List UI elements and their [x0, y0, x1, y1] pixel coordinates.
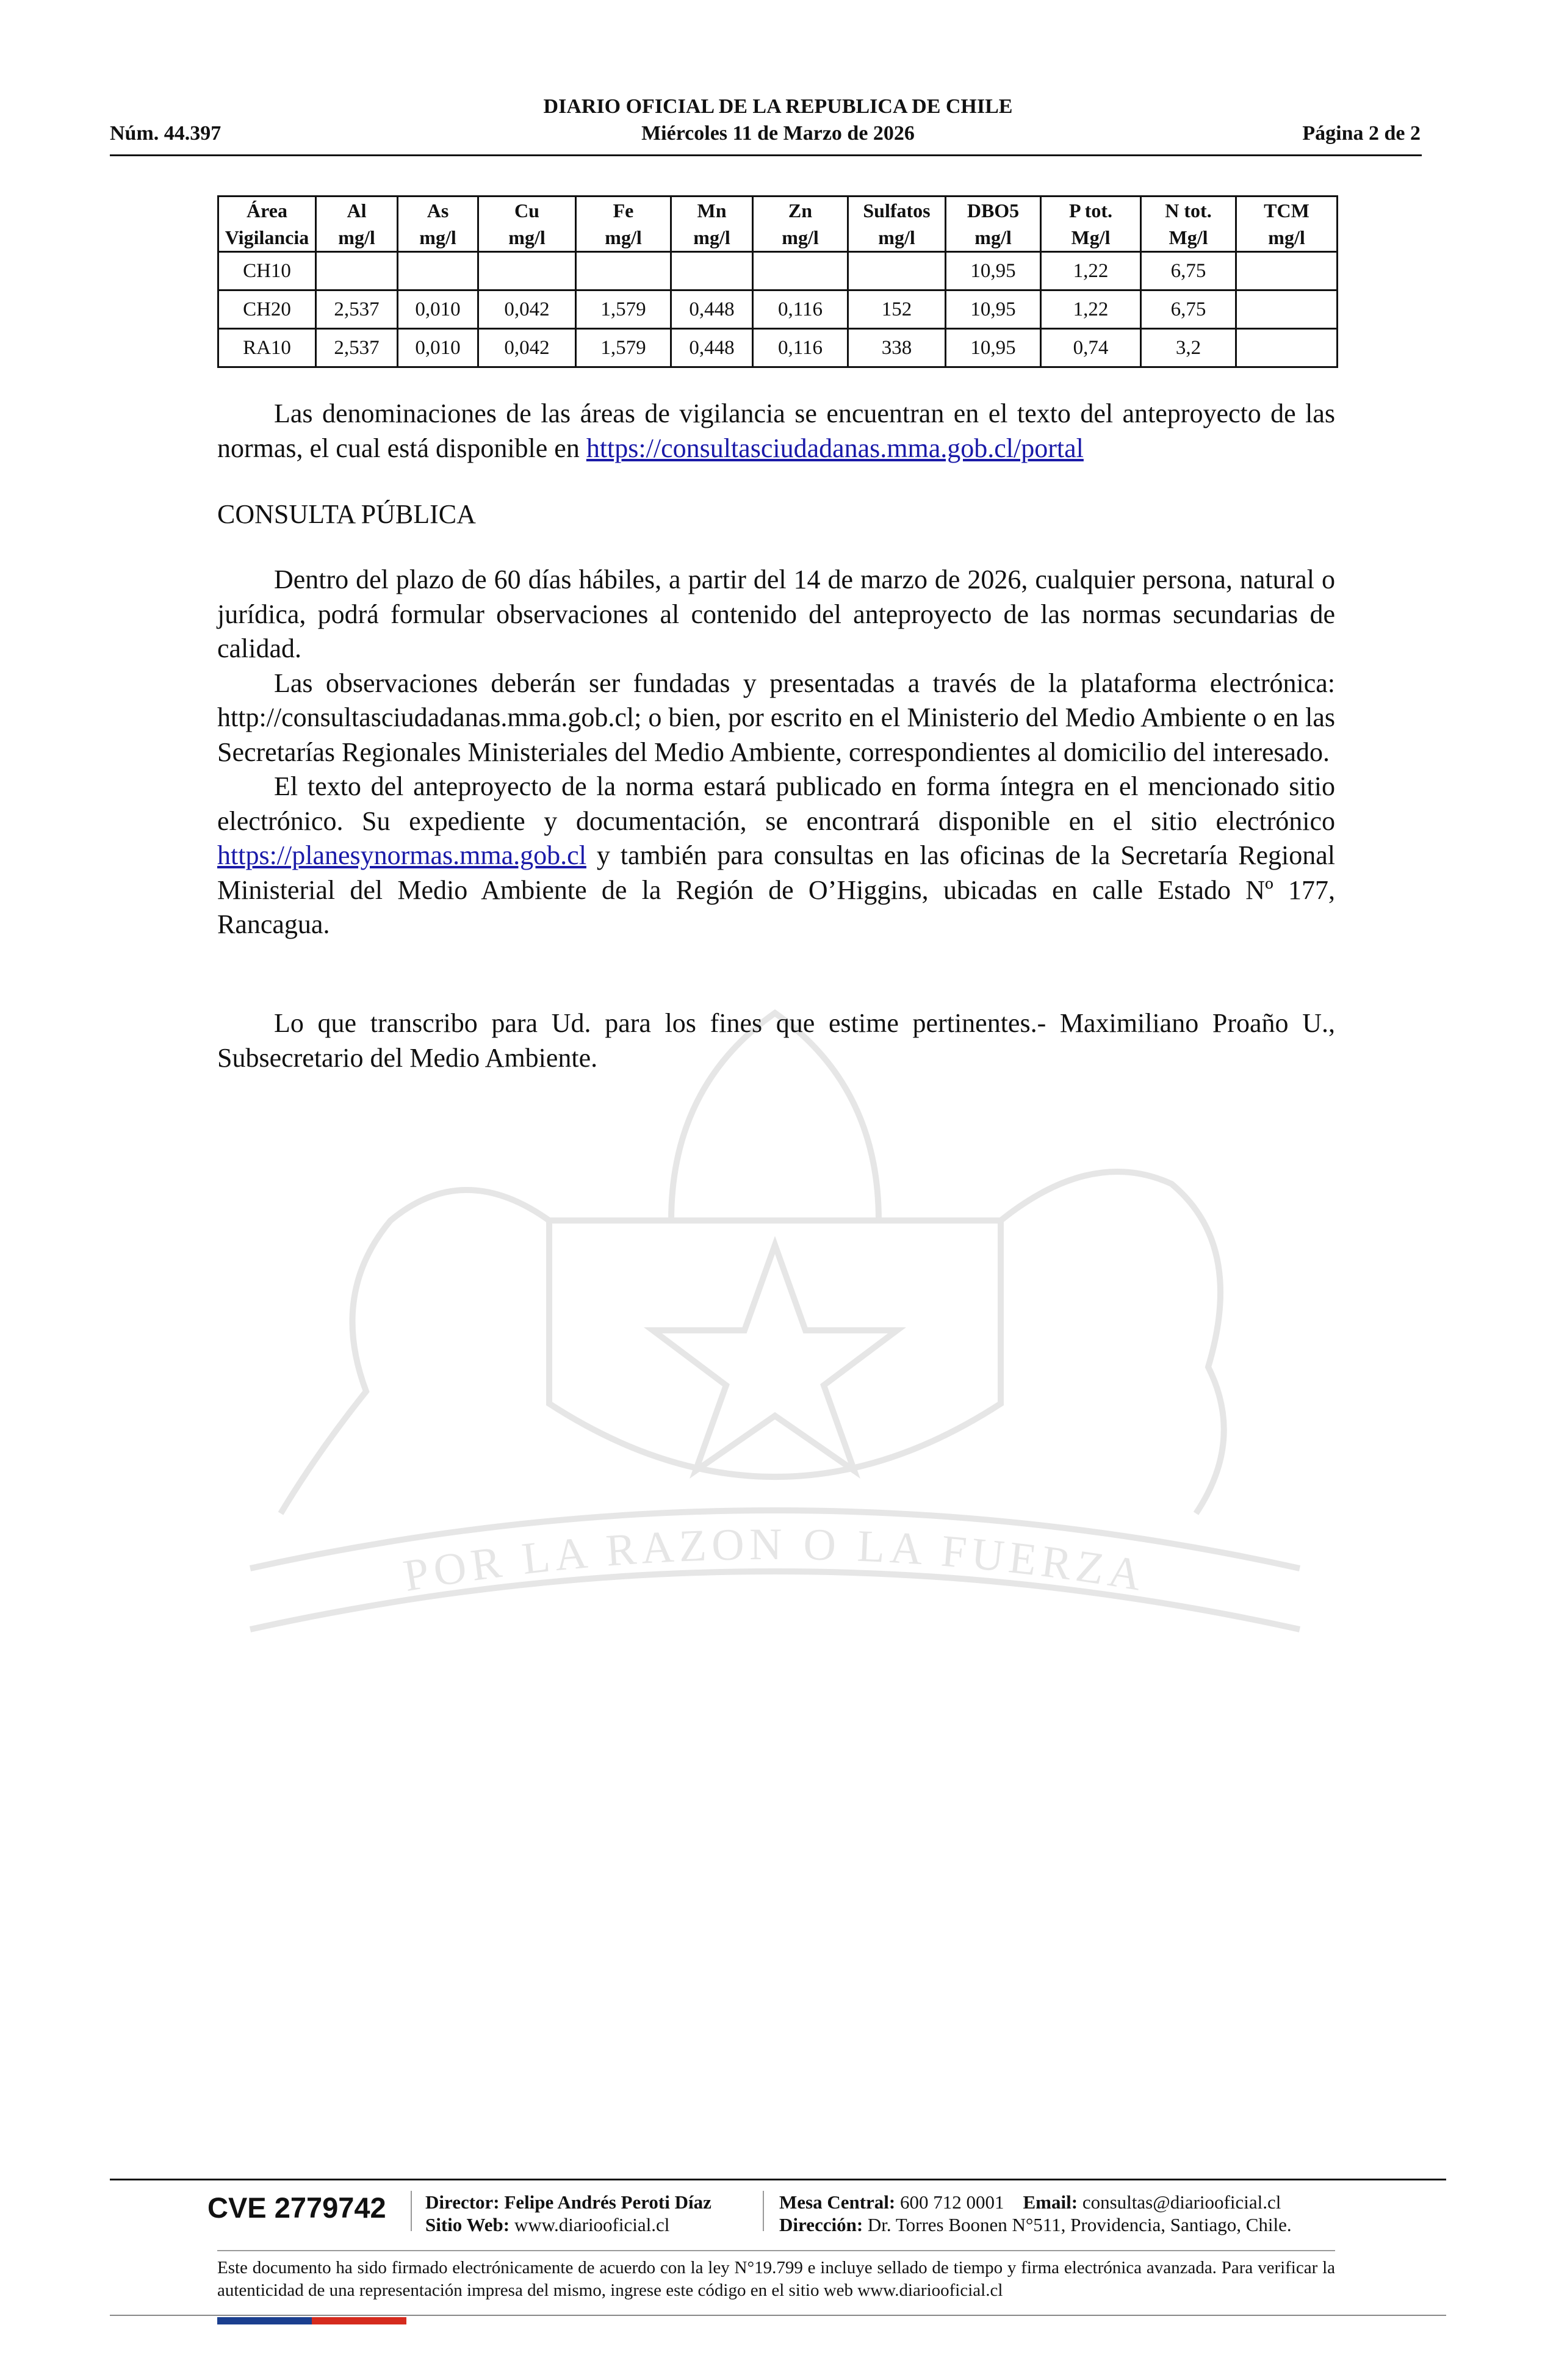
svg-text:POR LA RAZON O LA FUERZA — [400, 1520, 1150, 1601]
table-cell — [848, 252, 946, 290]
table-cell: CH10 — [218, 252, 316, 290]
table-header-cell: DBO5 mg/l — [946, 197, 1041, 252]
flag-stripe-blue — [217, 2317, 312, 2324]
table-cell: RA10 — [218, 329, 316, 367]
table-cell — [316, 252, 398, 290]
footer-separator — [411, 2191, 412, 2231]
paragraph-publication — [217, 770, 1335, 942]
website-label: Sitio Web: — [425, 2214, 510, 2235]
table-header-cell: N tot. Mg/l — [1141, 197, 1236, 252]
paragraph-deadline: Dentro del plazo de 60 días hábiles, a partir del 14 de marzo de 2026, cualquier persona, natural o jurídica, podrá formular observaciones al contenido del anteproyecto de las normas secundarias de calidad. — [217, 564, 1335, 663]
table-cell: 338 — [848, 329, 946, 367]
table-header-cell: Área Vigilancia — [218, 197, 316, 252]
table-header-cell: Mn mg/l — [671, 197, 753, 252]
email-label: Email: — [1023, 2191, 1078, 2213]
footer-separator — [763, 2191, 764, 2231]
paragraph-area-denominations — [217, 397, 1335, 466]
table-cell: 1,22 — [1041, 252, 1141, 290]
address-label: Dirección: — [779, 2214, 863, 2235]
footer-website — [425, 2214, 669, 2236]
director-name: Felipe Andrés Peroti Díaz — [504, 2191, 711, 2213]
paragraph-text: Las denominaciones de las áreas de vigilancia se encuentran en el texto del anteproyecto de las normas, el cual está disponible en — [217, 398, 1335, 463]
paragraph-closing — [217, 1006, 1335, 1075]
table-header-row — [218, 197, 1338, 252]
mesa-value: 600 712 0001 — [900, 2191, 1004, 2213]
table-cell — [1236, 329, 1338, 367]
table-header-cell: Zn mg/l — [753, 197, 848, 252]
paragraph-text: y también para consultas en las oficinas de la Secretaría Regional Ministerial del Medio Ambiente de la Región de O’Higgins, ubicadas en calle Estado Nº 177, Rancagua. — [217, 840, 1335, 939]
table-header-cell: TCM mg/l — [1236, 197, 1338, 252]
table-cell: 6,75 — [1141, 290, 1236, 329]
table-cell: 1,579 — [576, 329, 671, 367]
table-header-cell: Al mg/l — [316, 197, 398, 252]
table-cell — [478, 252, 576, 290]
table-cell — [1236, 290, 1338, 329]
paragraph-observations: Las observaciones deberán ser fundadas y presentadas a través de la plataforma electrónica: http://consultasciudadanas.mma.gob.cl; o bien, por escrito en el Ministerio del Medio Ambiente o en las Secretarías Regionales Ministeriales del Medio Ambiente, correspondientes al domicilio del interesado. — [217, 668, 1335, 767]
table-row — [218, 290, 1338, 329]
footer-divider-mid — [217, 2250, 1335, 2251]
table-cell: 2,537 — [316, 290, 398, 329]
table-cell: 0,010 — [398, 329, 478, 367]
header-divider — [110, 154, 1422, 156]
table-row — [218, 252, 1338, 290]
table-header-cell: Sulfatos mg/l — [848, 197, 946, 252]
page-indicator: Página 2 de 2 — [1302, 122, 1421, 145]
table-cell: 1,22 — [1041, 290, 1141, 329]
address-value: Dr. Torres Boonen N°511, Providencia, Santiago, Chile. — [867, 2214, 1292, 2235]
table-cell: 10,95 — [946, 290, 1041, 329]
table-cell: 0,116 — [753, 290, 848, 329]
table-cell: 0,042 — [478, 329, 576, 367]
table-cell — [671, 252, 753, 290]
email-value[interactable]: consultas@diariooficial.cl — [1082, 2191, 1281, 2213]
footer-address — [779, 2214, 1292, 2236]
mesa-label: Mesa Central: — [779, 2191, 896, 2213]
footer-contact — [779, 2191, 1281, 2213]
table-header-cell: P tot. Mg/l — [1041, 197, 1141, 252]
table-cell: 0,74 — [1041, 329, 1141, 367]
table-cell: 10,95 — [946, 252, 1041, 290]
table-cell — [398, 252, 478, 290]
issue-number: Núm. 44.397 — [110, 122, 222, 145]
issue-date: Miércoles 11 de Marzo de 2026 — [641, 122, 915, 145]
table-header-cell: Cu mg/l — [478, 197, 576, 252]
table-cell: 0,448 — [671, 290, 753, 329]
table-cell — [753, 252, 848, 290]
watermark-motto: POR LA RAZON O LA FUERZA — [400, 1519, 1150, 1601]
footer-director — [425, 2191, 711, 2213]
signature-notice: Este documento ha sido firmado electrónicamente de acuerdo con la ley N°19.799 e incluye sellado de tiempo y firma electrónica avanzada. Para verificar la autenticidad de una representación impresa del mismo, ingrese este código en el sitio web www.diariooficial.cl — [217, 2258, 1335, 2300]
water-quality-table — [217, 195, 1338, 368]
flag-stripe-red — [312, 2317, 406, 2324]
table-cell: 6,75 — [1141, 252, 1236, 290]
footer-divider-top — [110, 2179, 1446, 2180]
closing-text: Lo que transcribo para Ud. para los fines que estime pertinentes.- Maximiliano Proaño U., Subsecretario del Medio Ambiente. — [217, 1008, 1335, 1073]
table-cell: 0,448 — [671, 329, 753, 367]
table-cell: 3,2 — [1141, 329, 1236, 367]
table-row — [218, 329, 1338, 367]
table-cell: 0,116 — [753, 329, 848, 367]
paragraph-text: El texto del anteproyecto de la norma estará publicado en forma íntegra en el mencionado sitio electrónico. Su expediente y documentación, se encontrará disponible en el sitio electrónico — [217, 771, 1335, 836]
table-cell: 1,579 — [576, 290, 671, 329]
table-cell — [576, 252, 671, 290]
paragraphs-consultation — [217, 563, 1335, 942]
table-cell: 152 — [848, 290, 946, 329]
table-cell: 2,537 — [316, 329, 398, 367]
table-cell: 10,95 — [946, 329, 1041, 367]
header-title: DIARIO OFICIAL DE LA REPUBLICA DE CHILE — [543, 95, 1013, 118]
table-cell: 0,010 — [398, 290, 478, 329]
table-cell: 0,042 — [478, 290, 576, 329]
cve-code: CVE 2779742 — [207, 2191, 386, 2224]
table-header-cell: As mg/l — [398, 197, 478, 252]
table-cell — [1236, 252, 1338, 290]
table-cell: CH20 — [218, 290, 316, 329]
table-header-cell: Fe mg/l — [576, 197, 671, 252]
section-heading: CONSULTA PÚBLICA — [217, 499, 476, 529]
website-value[interactable]: www.diariooficial.cl — [514, 2214, 670, 2235]
footer-divider-bottom — [110, 2315, 1446, 2316]
planes-normas-link[interactable]: https://planesynormas.mma.gob.cl — [217, 840, 586, 870]
portal-link[interactable]: https://consultasciudadanas.mma.gob.cl/portal — [586, 433, 1084, 463]
director-label: Director: — [425, 2191, 500, 2213]
